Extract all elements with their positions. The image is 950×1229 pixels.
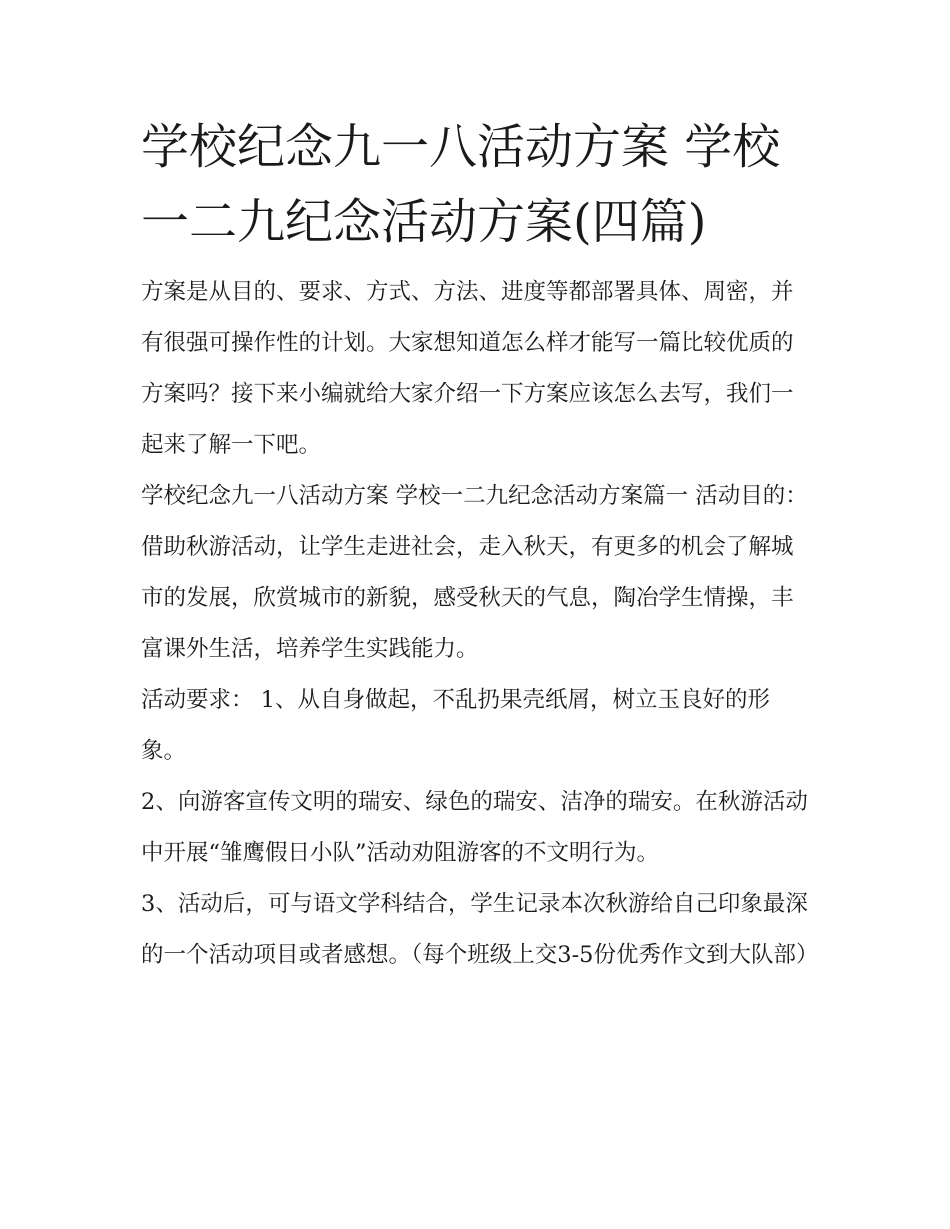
paragraph-requirement-3: 3、活动后，可与语文学科结合，学生记录本次秋游给自己印象最深的一个活动项目或者感想。（每个班级上交3-5份优秀作文到大队部） [141, 891, 819, 968]
paragraph-purpose: 借助秋游活动，让学生走进社会，走入秋天，有更多的机会了解城市的发展，欣赏城市的新貌，感受秋天的气息，陶冶学生情操，丰富课外生活，培养学生实践能力。 [141, 534, 794, 662]
document-body [141, 267, 819, 981]
paragraph-intro: 方案是从目的、要求、方式、方法、进度等都部署具体、周密，并有很强可操作性的计划。大家想知道怎么样才能写一篇比较优质的方案吗？接下来小编就给大家介绍一下方案应该怎么去写，我们一起来了解一下吧。 [141, 279, 794, 458]
paragraph-requirement-1: 活动要求： 1、从自身做起，不乱扔果壳纸屑，树立玉良好的形象。 [141, 687, 770, 764]
document-page [141, 110, 819, 981]
document-title: 学校纪念九一八活动方案 学校一二九纪念活动方案(四篇) [141, 119, 781, 250]
paragraph-section-heading: 学校纪念九一八活动方案 学校一二九纪念活动方案篇一 活动目的： [141, 483, 808, 509]
paragraph-requirement-2: 2、向游客宣传文明的瑞安、绿色的瑞安、洁净的瑞安。在秋游活动中开展“雏鹰假日小队”活动劝阻游客的不文明行为。 [141, 789, 808, 866]
